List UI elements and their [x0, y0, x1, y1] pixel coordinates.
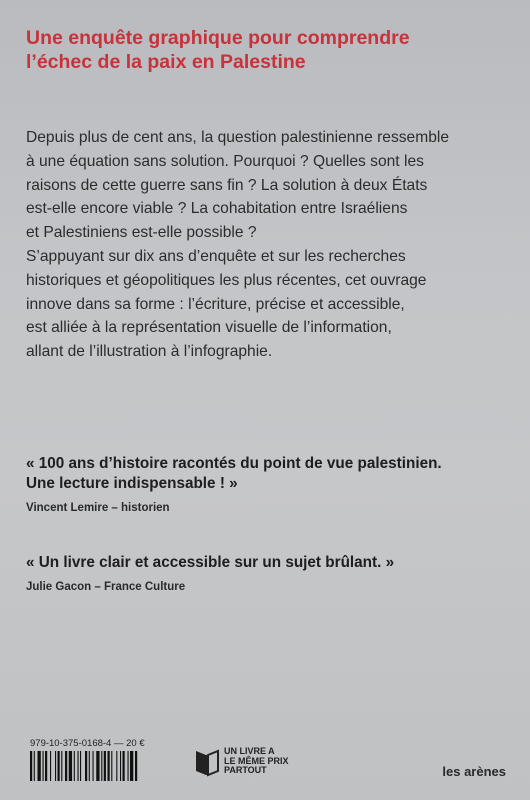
same-price-logo [194, 743, 314, 783]
quote-author: Julie Gacon – France Culture [26, 581, 186, 593]
blurb-line: et Palestiniens est-elle possible ? [26, 224, 257, 242]
blurb-line: raisons de cette guerre sans fin ? La solution à deux États [26, 176, 428, 194]
same-price-text [224, 747, 289, 776]
barcode-icon [30, 751, 180, 781]
quote-author: Vincent Lemire – historien [26, 502, 170, 514]
open-book-icon [194, 747, 220, 777]
quote-gacon [26, 553, 516, 595]
blurb-line: est alliée à la représentation visuelle de l’information, [26, 319, 392, 337]
blurb-line: à une équation sans solution. Pourquoi ? Quelles sont les [26, 152, 424, 170]
headline-line-1: Une enquête graphique pour comprendre [26, 27, 410, 49]
blurb-line: S’appuyant sur dix ans d’enquête et sur les recherches [26, 247, 406, 265]
logo-line: UN LIVRE A [224, 746, 275, 756]
blurb-line: est-elle encore viable ? La cohabitation entre Israéliens [26, 200, 408, 218]
blurb-line: historiques et géopolitiques les plus récentes, cet ouvrage [26, 271, 427, 289]
logo-line: PARTOUT [224, 765, 267, 775]
blurb-line: Depuis plus de cent ans, la question palestinienne ressemble [26, 129, 450, 146]
logo-line: LE MÊME PRIX [224, 755, 289, 766]
quote-text-line: « Un livre clair et accessible sur un sujet brûlant. » [26, 554, 395, 571]
quote-text-line: Une lecture indispensable ! » [26, 475, 238, 492]
blurb-line: innove dans sa forme : l’écriture, précise et accessible, [26, 295, 405, 313]
headline [26, 26, 506, 74]
blurb [26, 126, 518, 364]
publisher-logo: les arènes [442, 764, 506, 779]
headline-line-2: l’échec de la paix en Palestine [26, 51, 306, 73]
quote-lemire [26, 454, 516, 516]
isbn-price: 979-10-375-0168-4 — 20 € [30, 738, 145, 749]
blurb-line: allant de l’illustration à l’infographie. [26, 343, 273, 361]
quote-text-line: « 100 ans d’histoire racontés du point de vue palestinien. [26, 455, 442, 472]
